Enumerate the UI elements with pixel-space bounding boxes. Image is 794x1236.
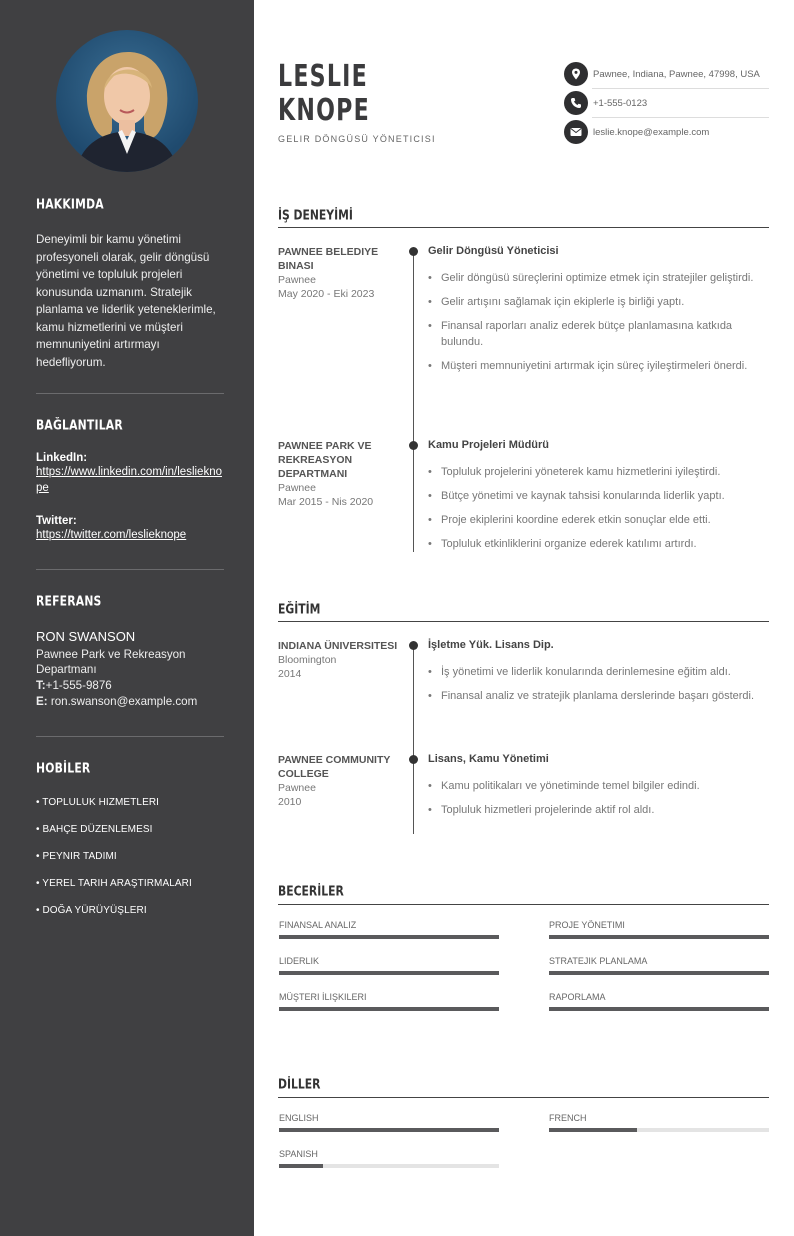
language-bar-fill (279, 1164, 323, 1168)
envelope-icon (564, 120, 588, 144)
section-rule (278, 1097, 769, 1098)
languages-heading: DİLLER (278, 1076, 321, 1092)
list-item: • Müşteri memnuniyetini artırmak için süreç iyileştirmeleri önerdi. (428, 358, 758, 374)
skill-bar (279, 1007, 499, 1011)
dates: Mar 2015 - Nis 2020 (278, 496, 374, 508)
language-bar (279, 1128, 499, 1132)
reference-email-row (36, 694, 224, 710)
phone-text: +1-555-0123 (593, 97, 648, 109)
language-item (549, 1113, 769, 1132)
link-label: Twitter: (36, 515, 77, 527)
experience-entry-meta (278, 439, 403, 509)
about-text: Deneyimli bir kamu yönetimi profesyoneli olarak, gelir döngüsü yönetimi ve topluluk projeleri konusunda uzmanım. Stratejik planlama ve liderlik yeteneklerimle, kamu hizmetlerini ve müşteri memnuniyetini artırmayı hedefliyorum. (36, 233, 216, 369)
institution: INDIANA ÜNIVERSITESI (278, 640, 398, 652)
skill-bar (279, 935, 499, 939)
hobby-item: • TOPLULUK HIZMETLERI (36, 797, 160, 808)
list-item: • Proje ekiplerini koordine ederek etkin sonuçlar elde etti. (428, 512, 758, 528)
reference-block (36, 629, 224, 710)
profile-photo-icon (56, 30, 198, 172)
dates: 2014 (278, 668, 302, 680)
location: Pawnee (278, 482, 316, 494)
skill-bar (279, 971, 499, 975)
skill-name: MÜŞTERI İLIŞKILERI (279, 992, 367, 1002)
skill-bar-fill (279, 971, 499, 975)
divider (36, 393, 224, 394)
skill-bar (549, 935, 769, 939)
location: Bloomington (278, 654, 337, 666)
skill-item (279, 992, 499, 1011)
language-name: FRENCH (549, 1113, 587, 1123)
list-item: • Topluluk projelerini yöneterek kamu hizmetlerini iyileştirdi. (428, 464, 758, 480)
hobby-item: • DOĞA YÜRÜYÜŞLERI (36, 905, 147, 916)
skill-item (279, 956, 499, 975)
timeline-dot (409, 247, 418, 256)
timeline-dot (409, 755, 418, 764)
experience-entry-meta (278, 245, 403, 301)
location: Pawnee (278, 782, 316, 794)
first-name: LESLIE (278, 59, 369, 94)
skill-name: LIDERLIK (279, 956, 320, 966)
hobbies-list (36, 797, 224, 932)
organization: PAWNEE BELEDIYE BINASI (278, 246, 379, 272)
education-heading: EĞİTİM (278, 601, 321, 617)
list-item: • Finansal analiz ve stratejik planlama derslerinde başarı gösterdi. (428, 688, 758, 704)
about-heading: HAKKIMDA (36, 196, 104, 212)
timeline-dot (409, 641, 418, 650)
institution: PAWNEE COMMUNITY COLLEGE (278, 754, 391, 780)
divider (36, 736, 224, 737)
reference-email: ron.swanson@example.com (50, 695, 198, 708)
contact-phone (564, 91, 769, 115)
language-bar (279, 1164, 499, 1168)
skill-bar-fill (279, 1007, 499, 1011)
address-text: Pawnee, Indiana, Pawnee, 47998, USA (593, 68, 760, 80)
skill-bar-fill (549, 1007, 769, 1011)
twitter-link[interactable]: https://twitter.com/leslieknope (36, 529, 187, 541)
dates: May 2020 - Eki 2023 (278, 288, 375, 300)
dates: 2010 (278, 796, 302, 808)
link-label: LinkedIn: (36, 452, 88, 464)
language-bar-fill (279, 1128, 499, 1132)
achievement-list (428, 664, 758, 712)
timeline-line (413, 252, 414, 552)
skill-item (549, 992, 769, 1011)
last-name: KNOPE (278, 93, 370, 128)
location: Pawnee (278, 274, 316, 286)
list-item: • Gelir artışını sağlamak için ekiplerle iş birliği yaptı. (428, 294, 758, 310)
skill-bar-fill (549, 935, 769, 939)
section-rule (278, 904, 769, 905)
language-bar (549, 1128, 769, 1132)
timeline-line (413, 646, 414, 834)
hobbies-heading: HOBİLER (36, 760, 91, 776)
skill-name: FINANSAL ANALIZ (279, 920, 357, 930)
sidebar (0, 0, 254, 1236)
language-item (279, 1149, 499, 1168)
hobby-item: • BAHÇE DÜZENLEMESI (36, 824, 153, 835)
responsibility-list (428, 464, 758, 560)
phone-label: T: (36, 679, 46, 692)
list-item: • Topluluk hizmetleri projelerinde aktif rol aldı. (428, 802, 758, 818)
responsibility-list (428, 270, 758, 382)
contact-email (564, 120, 769, 144)
education-entry-meta (278, 639, 403, 681)
language-item (279, 1113, 499, 1132)
achievement-list (428, 778, 758, 826)
role-title: Gelir Döngüsü Yöneticisi (428, 245, 559, 257)
degree-title: Lisans, Kamu Yönetimi (428, 753, 549, 765)
list-item: • Topluluk etkinliklerini organize ederek katılımı artırdı. (428, 536, 758, 552)
hobby-item: • YEREL TARIH ARAŞTIRMALARI (36, 878, 192, 889)
skill-bar (549, 1007, 769, 1011)
reference-phone: +1-555-9876 (45, 679, 112, 692)
reference-heading: REFERANS (36, 593, 102, 609)
divider (592, 117, 769, 118)
reference-name: RON SWANSON (36, 629, 136, 644)
skill-item (549, 956, 769, 975)
location-pin-icon (564, 62, 588, 86)
skill-item (549, 920, 769, 939)
organization: PAWNEE PARK VE REKREASYON DEPARTMANI (278, 440, 372, 480)
full-name (278, 60, 390, 128)
language-name: SPANISH (279, 1149, 318, 1159)
links-heading: BAĞLANTILAR (36, 417, 123, 433)
list-item: • Bütçe yönetimi ve kaynak tahsisi konularında liderlik yaptı. (428, 488, 758, 504)
contact-address (564, 62, 769, 86)
link-linkedin (36, 452, 224, 496)
list-item: • Finansal raporları analiz ederek bütçe planlamasına katkıda bulundu. (428, 318, 758, 350)
skill-name: PROJE YÖNETIMI (549, 920, 625, 930)
role-title: Kamu Projeleri Müdürü (428, 439, 550, 451)
link-twitter (36, 515, 224, 543)
reference-org: Pawnee Park ve Rekreasyon Departmanı (36, 648, 186, 676)
skill-bar-fill (549, 971, 769, 975)
divider (592, 88, 769, 89)
email-label: E: (36, 695, 48, 708)
skill-name: STRATEJIK PLANLAMA (549, 956, 648, 966)
language-bar-fill (549, 1128, 637, 1132)
skill-bar (549, 971, 769, 975)
reference-phone-row (36, 678, 224, 694)
education-entry-meta (278, 753, 403, 809)
section-rule (278, 227, 769, 228)
hobby-item: • PEYNIR TADIMI (36, 851, 117, 862)
skill-item (279, 920, 499, 939)
timeline-dot (409, 441, 418, 450)
skills-heading: BECERİLER (278, 883, 344, 899)
list-item: • Kamu politikaları ve yönetiminde temel bilgiler edindi. (428, 778, 758, 794)
skill-name: RAPORLAMA (549, 992, 606, 1002)
divider (36, 569, 224, 570)
degree-title: İşletme Yük. Lisans Dip. (428, 639, 554, 651)
phone-icon (564, 91, 588, 115)
list-item: • İş yönetimi ve liderlik konularında derinlemesine eğitim aldı. (428, 664, 758, 680)
avatar (56, 30, 198, 172)
language-name: ENGLISH (279, 1113, 319, 1123)
email-text[interactable]: leslie.knope@example.com (593, 126, 710, 138)
skill-bar-fill (279, 935, 499, 939)
experience-heading: İŞ DENEYİMİ (278, 207, 353, 223)
list-item: • Gelir döngüsü süreçlerini optimize etmek için stratejiler geliştirdi. (428, 270, 758, 286)
linkedin-link[interactable]: https://www.linkedin.com/in/leslieknope (36, 466, 222, 494)
job-title: GELIR DÖNGÜSÜ YÖNETICISI (278, 134, 436, 144)
section-rule (278, 621, 769, 622)
